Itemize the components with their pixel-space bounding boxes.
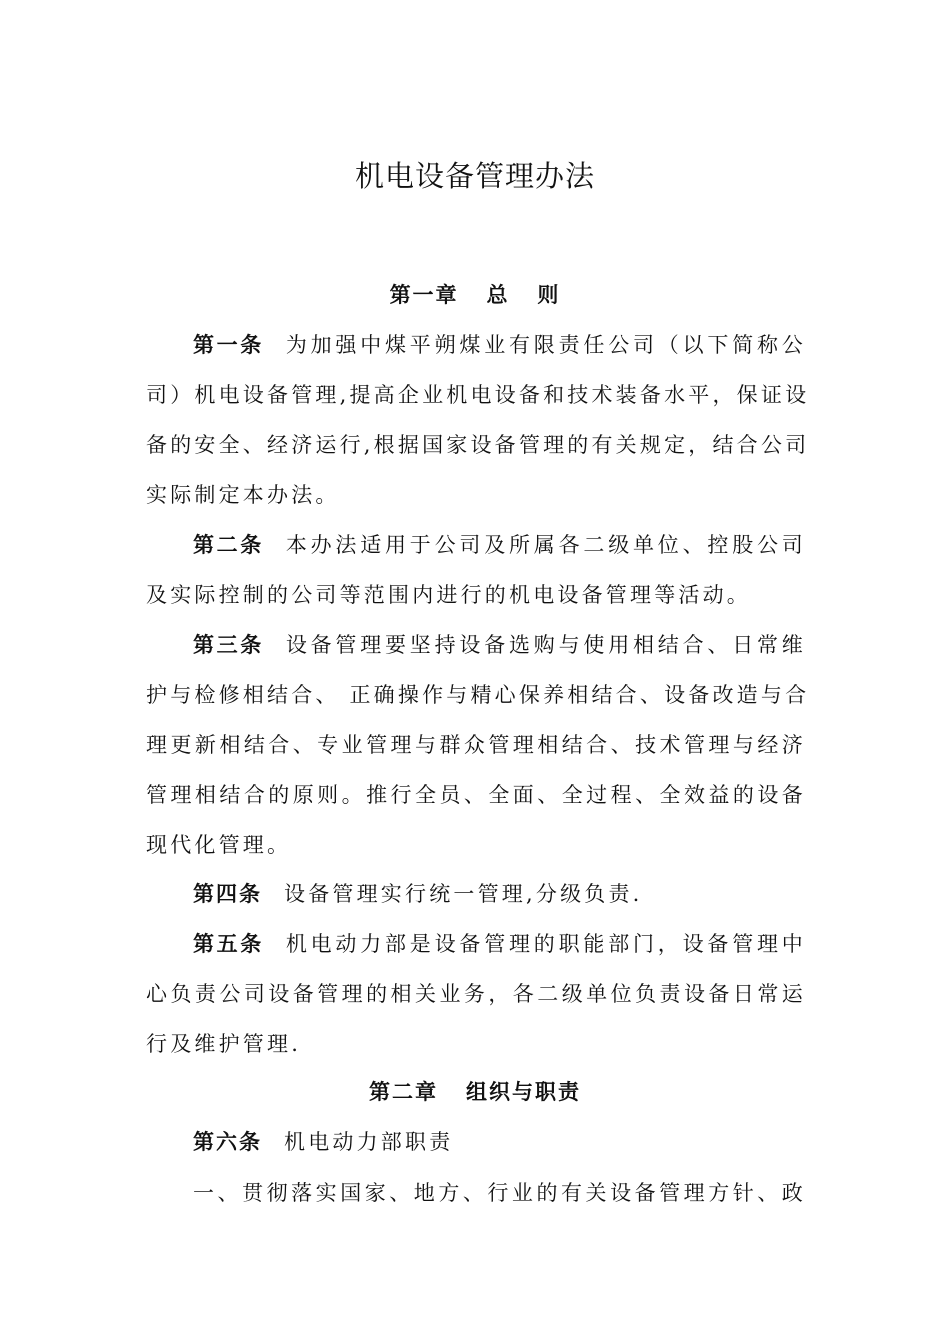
article-2-line-2: 及实际控制的公司等范围内进行的机电设备管理等活动。 bbox=[146, 583, 751, 607]
article-3-line-3: 理更新相结合、专业管理与群众管理相结合、技术管理与经济 bbox=[146, 733, 806, 757]
article-5-line-2: 心负责公司设备管理的相关业务，各二级单位负责设备日常运 bbox=[146, 982, 806, 1006]
article-text: 设备管理实行统一管理,分级负责. bbox=[284, 882, 643, 906]
document-title: 机电设备管理办法 bbox=[354, 159, 595, 193]
article-text: 为加强中煤平朔煤业有限责任公司（以下简称公 bbox=[285, 333, 807, 357]
article-label: 第三条 bbox=[193, 632, 264, 657]
article-3-line-5: 现代化管理。 bbox=[146, 833, 292, 857]
article-text: 设备管理要坚持设备选购与使用相结合、日常维 bbox=[285, 633, 807, 657]
article-5-line-1 bbox=[193, 929, 806, 959]
article-3-line-4: 管理相结合的原则。推行全员、全面、全过程、全效益的设备 bbox=[146, 783, 806, 807]
article-5-line-3: 行及维护管理. bbox=[146, 1032, 302, 1056]
article-text: 机电动力部职责 bbox=[284, 1130, 454, 1154]
article-label: 第二条 bbox=[193, 532, 264, 557]
chapter-heading-2: 第二章 组织与职责 bbox=[369, 1079, 581, 1104]
article-1-line-2: 司）机电设备管理,提高企业机电设备和技术装备水平，保证设 bbox=[146, 383, 810, 407]
clause-1-line-1: 一、贯彻落实国家、地方、行业的有关设备管理方针、政 bbox=[193, 1181, 806, 1205]
article-1-line-3: 备的安全、经济运行,根据国家设备管理的有关规定，结合公司 bbox=[146, 433, 810, 457]
article-1-line-1 bbox=[193, 330, 806, 360]
article-2-line-1 bbox=[193, 530, 806, 560]
chapter-heading-1: 第一章 总 则 bbox=[389, 282, 561, 307]
article-6-line-1 bbox=[193, 1127, 806, 1157]
article-4-line-1 bbox=[193, 879, 806, 909]
article-1-line-4: 实际制定本办法。 bbox=[146, 483, 340, 507]
article-3-line-1 bbox=[193, 630, 806, 660]
article-label: 第五条 bbox=[193, 931, 264, 956]
article-label: 第四条 bbox=[193, 881, 262, 906]
article-3-line-2: 护与检修相结合、 正确操作与精心保养相结合、设备改造与合 bbox=[146, 683, 810, 707]
article-text: 机电动力部是设备管理的职能部门，设备管理中 bbox=[285, 932, 807, 956]
article-label: 第一条 bbox=[193, 332, 264, 357]
article-label: 第六条 bbox=[193, 1129, 262, 1154]
article-text: 本办法适用于公司及所属各二级单位、控股公司 bbox=[285, 533, 807, 557]
